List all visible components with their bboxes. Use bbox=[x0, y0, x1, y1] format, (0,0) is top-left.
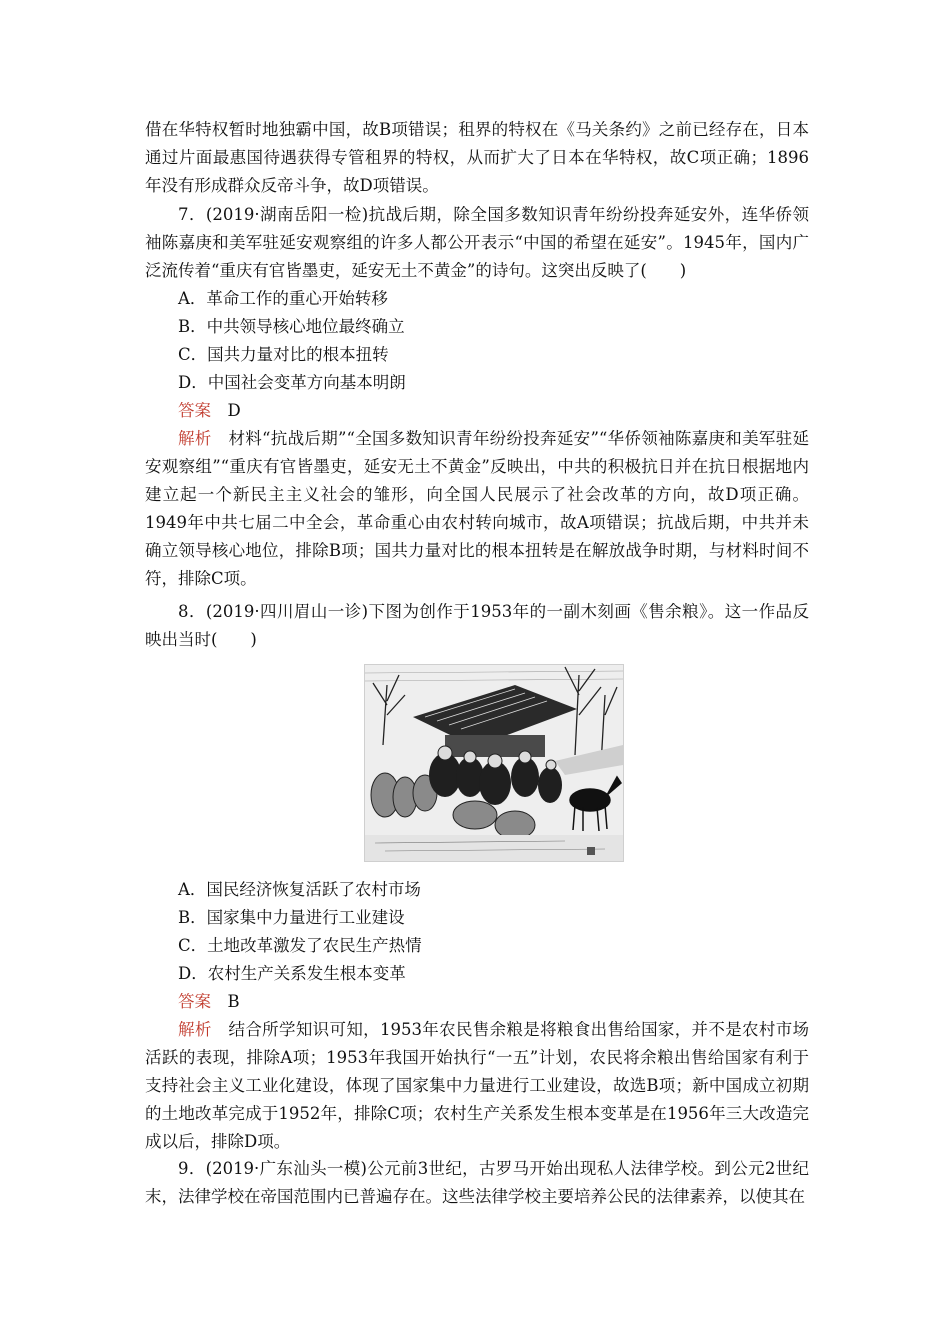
question-7-stem: 7．(2019·湖南岳阳一检)抗战后期，除全国多数知识青年纷纷投奔延安外，连华侨领袖陈嘉庚和美军驻延安观察组的许多人都公开表示“中国的希望在延安”。1945年，国内广泛流传着“重庆有官皆墨吏，延安无土不黄金”的诗句。这突出反映了( ) bbox=[145, 205, 809, 280]
question-8-answer bbox=[145, 988, 809, 1016]
question-8-stem: 8．(2019·四川眉山一诊)下图为创作于1953年的一副木刻画《售余粮》。这一作品反映出当时( ) bbox=[145, 602, 809, 649]
analysis-text: 材料“抗战后期”“全国多数知识青年纷纷投奔延安”“华侨领袖陈嘉庚和美军驻延安观察组”“重庆有官皆墨吏，延安无土不黄金”反映出，中共的积极抗日并在抗日根据地内建立起一个新民主主义社会的雏形，向全国人民展示了社会改革的方向，故D项正确。1949年中共七届二中全会，革命重心由农村转向城市，故A项错误；抗战后期，中共并未确立领导核心地位，排除B项；国共力量对比的根本扭转是在解放战争时期，与材料时间不符，排除C项。 bbox=[145, 429, 810, 588]
answer-label: 答案 bbox=[178, 992, 211, 1011]
analysis-text: 结合所学知识可知，1953年农民售余粮是将粮食出售给国家，并不是农村市场活跃的表现，排除A项；1953年我国开始执行“一五”计划，农民将余粮出售给国家有利于支持社会主义工业化建设，体现了国家集中力量进行工业建设，故选B项；新中国成立初期的土地改革完成于1952年，排除C项；农村生产关系发生根本变革是在1956年三大改造完成以后，排除D项。 bbox=[145, 1020, 810, 1151]
question-8-option-c: C．土地改革激发了农民生产热情 bbox=[178, 936, 422, 955]
question-7-option-d: D．中国社会变革方向基本明朗 bbox=[178, 373, 406, 392]
analysis-label: 解析 bbox=[178, 1020, 212, 1039]
answer-label: 答案 bbox=[178, 401, 211, 420]
woodcut-image bbox=[365, 665, 623, 861]
woodcut-illustration bbox=[364, 664, 624, 862]
question-9 bbox=[145, 1155, 809, 1211]
question-8-options bbox=[145, 876, 809, 1156]
question-7-analysis bbox=[145, 425, 809, 593]
question-8-option-b: B．国家集中力量进行工业建设 bbox=[178, 908, 405, 927]
question-8 bbox=[145, 598, 809, 654]
question-7-answer bbox=[145, 397, 809, 425]
answer-value: B bbox=[227, 992, 240, 1011]
question-8-option-d: D．农村生产关系发生根本变革 bbox=[178, 964, 406, 983]
question-7 bbox=[145, 201, 809, 593]
previous-analysis-block bbox=[145, 116, 809, 200]
analysis-label: 解析 bbox=[178, 429, 212, 448]
question-8-analysis bbox=[145, 1016, 809, 1156]
previous-analysis-tail: 借在华特权暂时地独霸中国，故B项错误；租界的特权在《马关条约》之前已经存在，日本通过片面最惠国待遇获得专管租界的特权，从而扩大了日本在华特权，故C项正确；1896年没有形成群众反帝斗争，故D项错误。 bbox=[145, 120, 809, 195]
question-7-option-b: B．中共领导核心地位最终确立 bbox=[178, 317, 405, 336]
question-9-stem: 9．(2019·广东汕头一模)公元前3世纪，古罗马开始出现私人法律学校。到公元2世纪末，法律学校在帝国范围内已普遍存在。这些法律学校主要培养公民的法律素养，以使其在 bbox=[145, 1159, 809, 1206]
question-8-option-a: A．国民经济恢复活跃了农村市场 bbox=[178, 880, 421, 899]
answer-value: D bbox=[227, 401, 241, 420]
question-7-option-c: C．国共力量对比的根本扭转 bbox=[178, 345, 389, 364]
question-7-option-a: A．革命工作的重心开始转移 bbox=[178, 289, 388, 308]
